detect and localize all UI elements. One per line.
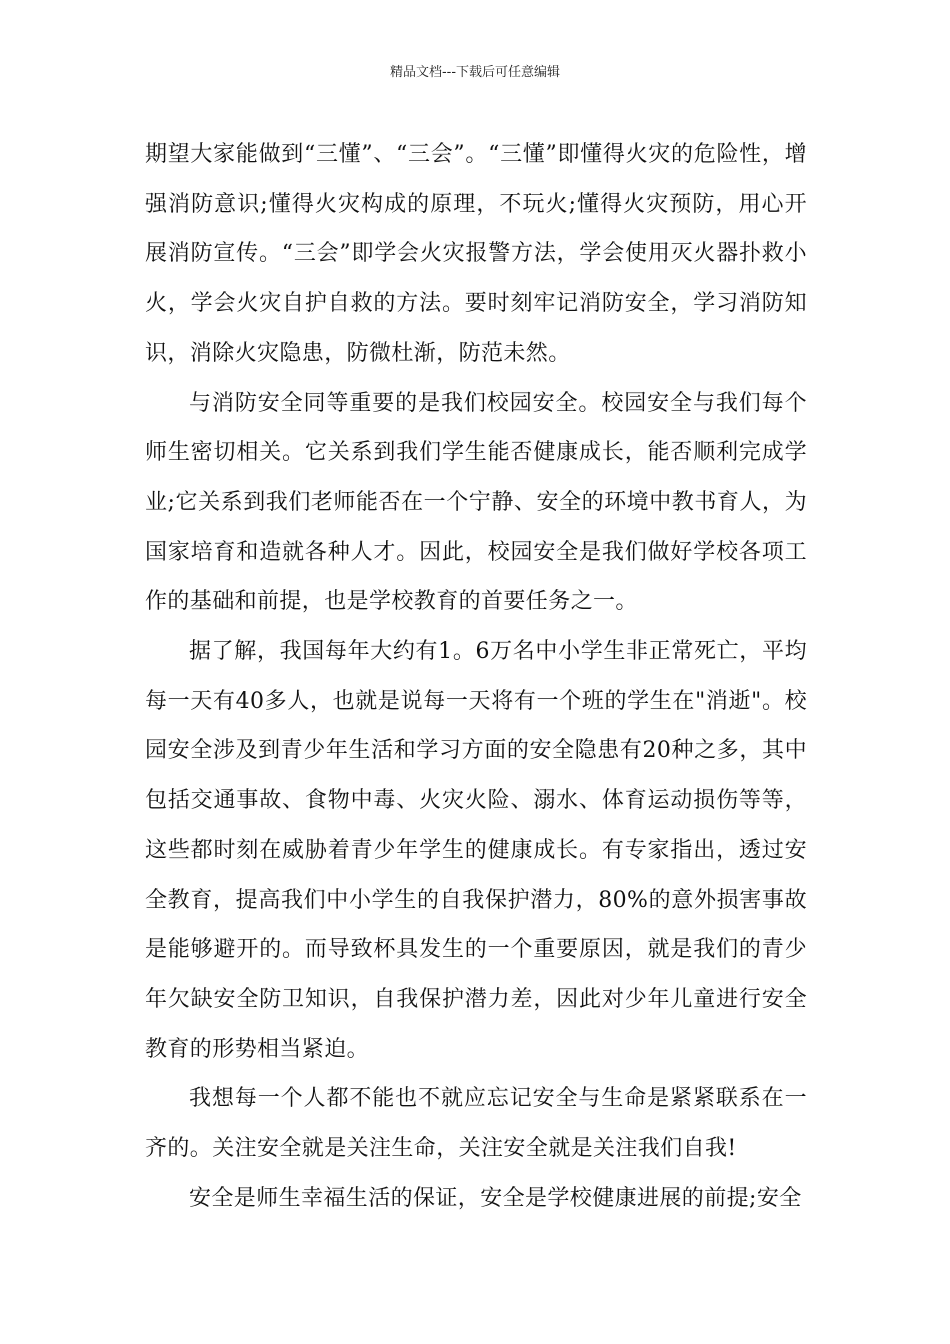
page-header: 精品文档---下载后可任意编辑 [389,65,561,80]
paragraph-life-and-safety: 我想每一个人都不能也不就应忘记安全与生命是紧紧联系在一齐的。关注安全就是关注生命，关注安全就是关注我们自我! [145,1086,807,1162]
paragraph-safety-guarantee: 安全是师生幸福生活的保证，安全是学校健康进展的前提;安全 [189,1185,802,1211]
paragraph-statistics: 据了解，我国每年大约有1。6万名中小学生非正常死亡，平均每一天有40多人，也就是说每一天将有一个班的学生在"消逝"。校园安全涉及到青少年生活和学习方面的安全隐患有20种之多，其中包括交通事故、食物中毒、火灾火险、溺水、体育运动损伤等等，这些都时刻在威胁着青少年学生的健康成长。有专家指出，透过安全教育，提高我们中小学生的自我保护潜力，80%的意外损害事故是能够避开的。而导致杯具发生的一个重要原因，就是我们的青少年欠缺安全防卫知识，自我保护潜力差，因此对少年儿童进行安全教育的形势相当紧迫。 [145,639,807,1062]
document-body [145,130,807,1223]
paragraph-fire-safety-knowledge: 期望大家能做到“三懂”、“三会”。“三懂”即懂得火灾的危险性，增强消防意识;懂得火灾构成的原理，不玩火;懂得火灾预防，用心开展消防宣传。“三会”即学会火灾报警方法，学会使用灭火器扑救小火，学会火灾自护自救的方法。要时刻牢记消防安全，学习消防知识，消除火灾隐患，防微杜渐，防范未然。 [145,142,807,366]
paragraph-campus-safety: 与消防安全同等重要的是我们校园安全。校园安全与我们每个师生密切相关。它关系到我们学生能否健康成长，能否顺利完成学业;它关系到我们老师能否在一个宁静、安全的环境中教书育人，为国家培育和造就各种人才。因此，校园安全是我们做好学校各项工作的基础和前提，也是学校教育的首要任务之一。 [145,390,807,615]
